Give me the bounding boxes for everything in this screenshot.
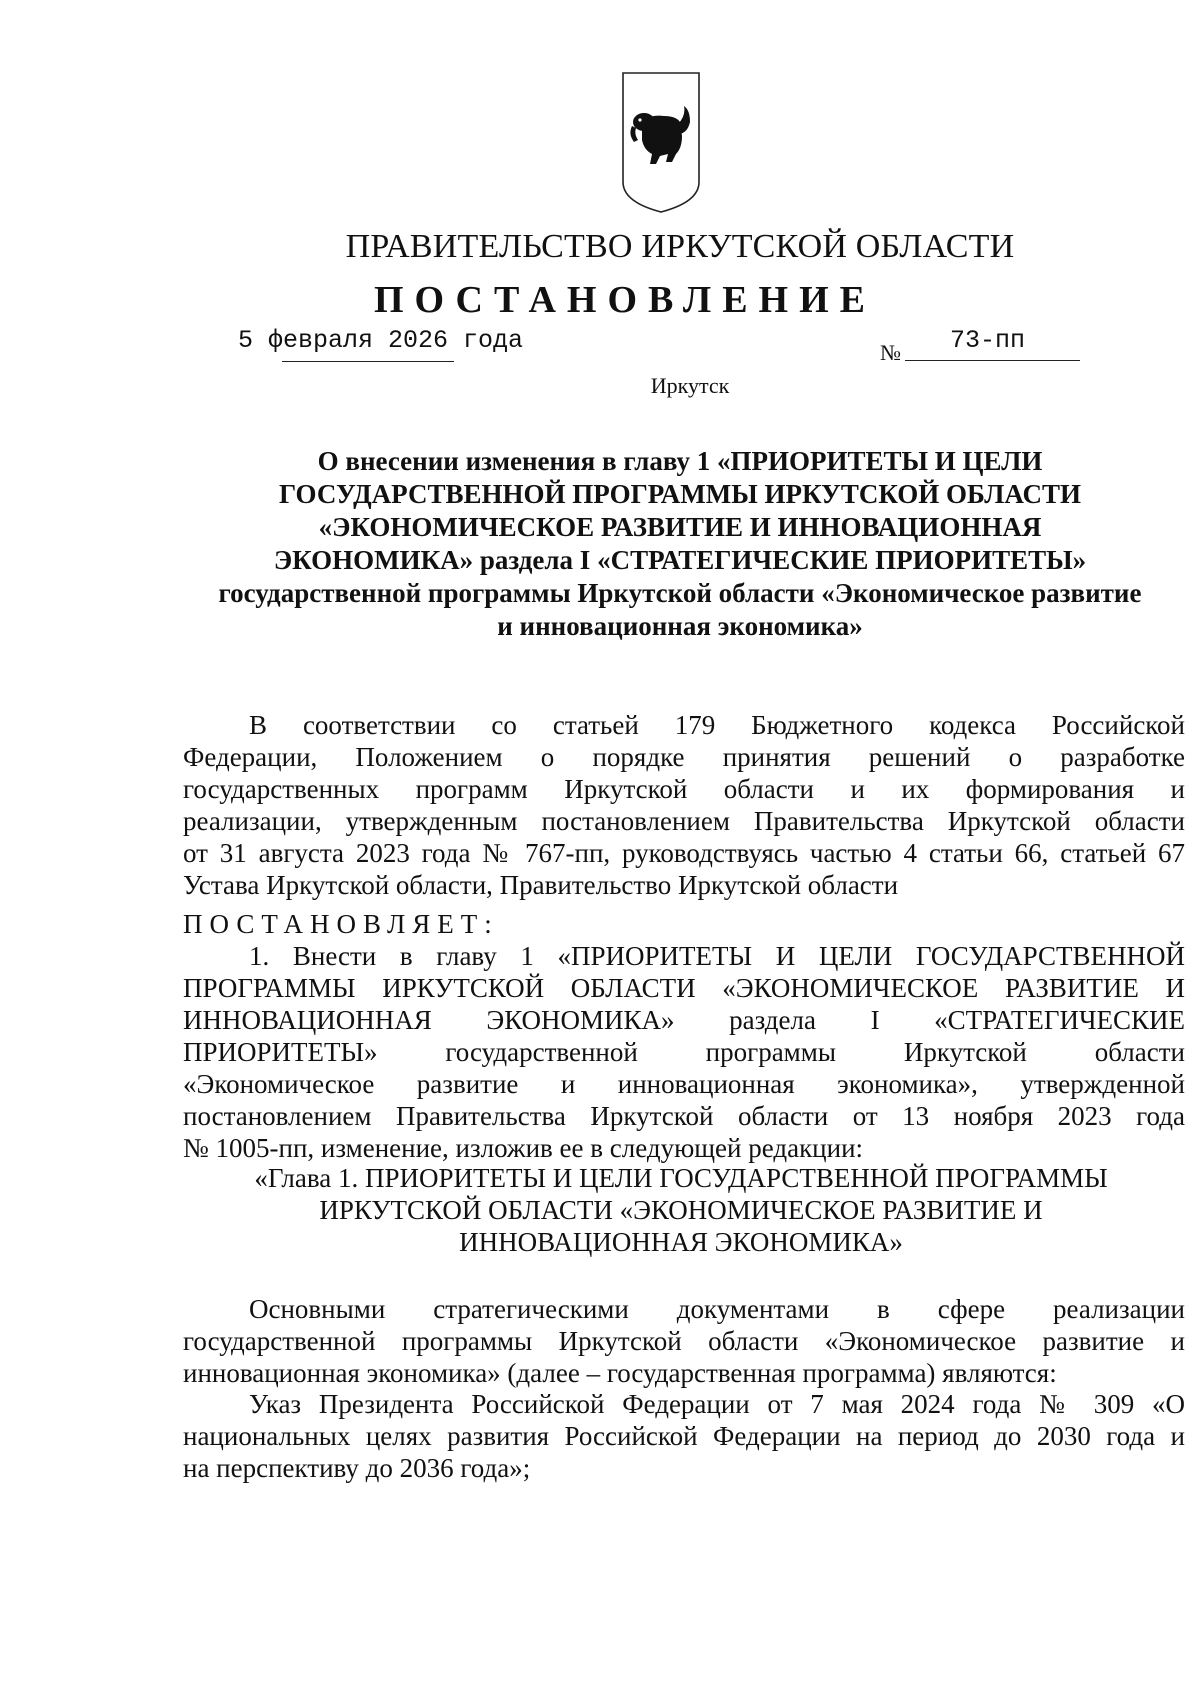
item-line: № 1005-пп, изменение, изложив ее в следующей редакции: [183, 1133, 864, 1163]
item-line: ПРИОРИТЕТЫ» государственной программы Иркутской области [183, 1037, 1185, 1067]
subject-line: «ЭКОНОМИЧЕСКОЕ РАЗВИТИЕ И ИННОВАЦИОННАЯ [318, 512, 1042, 542]
item-line: ИННОВАЦИОННАЯ ЭКОНОМИКА» раздела I «СТРАТЕГИЧЕСКИЕ [183, 1005, 1185, 1035]
decree-line: Указ Президента Российской Федерации от 7 мая 2024 года № 309 «О [249, 1389, 1185, 1419]
body-line: Основными стратегическими документами в сфере реализации [249, 1294, 1185, 1324]
chapter-line: ИРКУТСКОЙ ОБЛАСТИ «ЭКОНОМИЧЕСКОЕ РАЗВИТИЕ И [319, 1195, 1043, 1225]
decree-paragraph [183, 1388, 1185, 1484]
preamble-line: Устава Иркутской области, Правительство Иркутской области [183, 870, 899, 900]
coat-of-arms-icon [620, 70, 702, 215]
document-number: 73-пп [950, 326, 1026, 355]
preamble-line: государственных программ Иркутской области и их формирования и [183, 774, 1185, 804]
subject-line: государственной программы Иркутской области «Экономическое развитие [218, 578, 1142, 608]
subject-line: ЭКОНОМИКА» раздела I «СТРАТЕГИЧЕСКИЕ ПРИОРИТЕТЫ» [273, 545, 1087, 575]
number-sign: № [880, 340, 901, 365]
date-underline [282, 361, 454, 362]
preamble-line: от 31 августа 2023 года № 767-пп, руководствуясь частью 4 статьи 66, статьей 67 [183, 838, 1185, 868]
body-line: государственной программы Иркутской области «Экономическое развитие и [183, 1326, 1185, 1356]
item-line: ПРОГРАММЫ ИРКУТСКОЙ ОБЛАСТИ «ЭКОНОМИЧЕСКОЕ РАЗВИТИЕ И [183, 973, 1185, 1003]
document-type-heading: ПОСТАНОВЛЕНИЕ [373, 279, 877, 321]
preamble-line: В соответствии со статьей 179 Бюджетного кодекса Российской [249, 710, 1185, 740]
decree-line: на перспективу до 2036 года»; [183, 1453, 531, 1483]
item-line: постановлением Правительства Иркутской области от 13 ноября 2023 года [183, 1101, 1185, 1131]
chapter-line: ИННОВАЦИОННАЯ ЭКОНОМИКА» [459, 1227, 903, 1257]
number-underline [905, 360, 1080, 361]
item-line: «Экономическое развитие и инновационная экономика», утвержденной [183, 1069, 1185, 1099]
document-date: 5 февраля 2026 года [238, 326, 524, 355]
subject-line: и инновационная экономика» [497, 611, 863, 641]
chapter-heading [170, 1162, 1192, 1258]
subject-line: ГОСУДАРСТВЕННОЙ ПРОГРАММЫ ИРКУТСКОЙ ОБЛАСТИ [279, 479, 1081, 509]
chapter-line: «Глава 1. ПРИОРИТЕТЫ И ЦЕЛИ ГОСУДАРСТВЕННОЙ ПРОГРАММЫ [254, 1163, 1108, 1193]
document-subject [170, 445, 1190, 643]
item-1-paragraph [183, 940, 1185, 1164]
preamble-line: реализации, утвержденным постановлением Правительства Иркутской области [183, 806, 1185, 836]
preamble-line: Федерации, Положением о порядке принятия решений о разработке [183, 742, 1185, 772]
subject-line: О внесении изменения в главу 1 «ПРИОРИТЕТЫ И ЦЕЛИ [317, 446, 1043, 476]
body-paragraph [183, 1293, 1185, 1389]
preamble-paragraph [183, 709, 1185, 901]
city-name: Иркутск [650, 373, 730, 398]
decree-line: национальных целях развития Российской Федерации на период до 2030 года и [183, 1421, 1185, 1451]
resolves-word: ПОСТАНОВЛЯЕТ: [183, 909, 499, 939]
item-line: 1. Внести в главу 1 «ПРИОРИТЕТЫ И ЦЕЛИ ГОСУДАРСТВЕННОЙ [249, 941, 1185, 971]
body-line: инновационная экономика» (далее – государственная программа) являются: [183, 1358, 1057, 1388]
government-title: ПРАВИТЕЛЬСТВО ИРКУТСКОЙ ОБЛАСТИ [345, 228, 1015, 265]
